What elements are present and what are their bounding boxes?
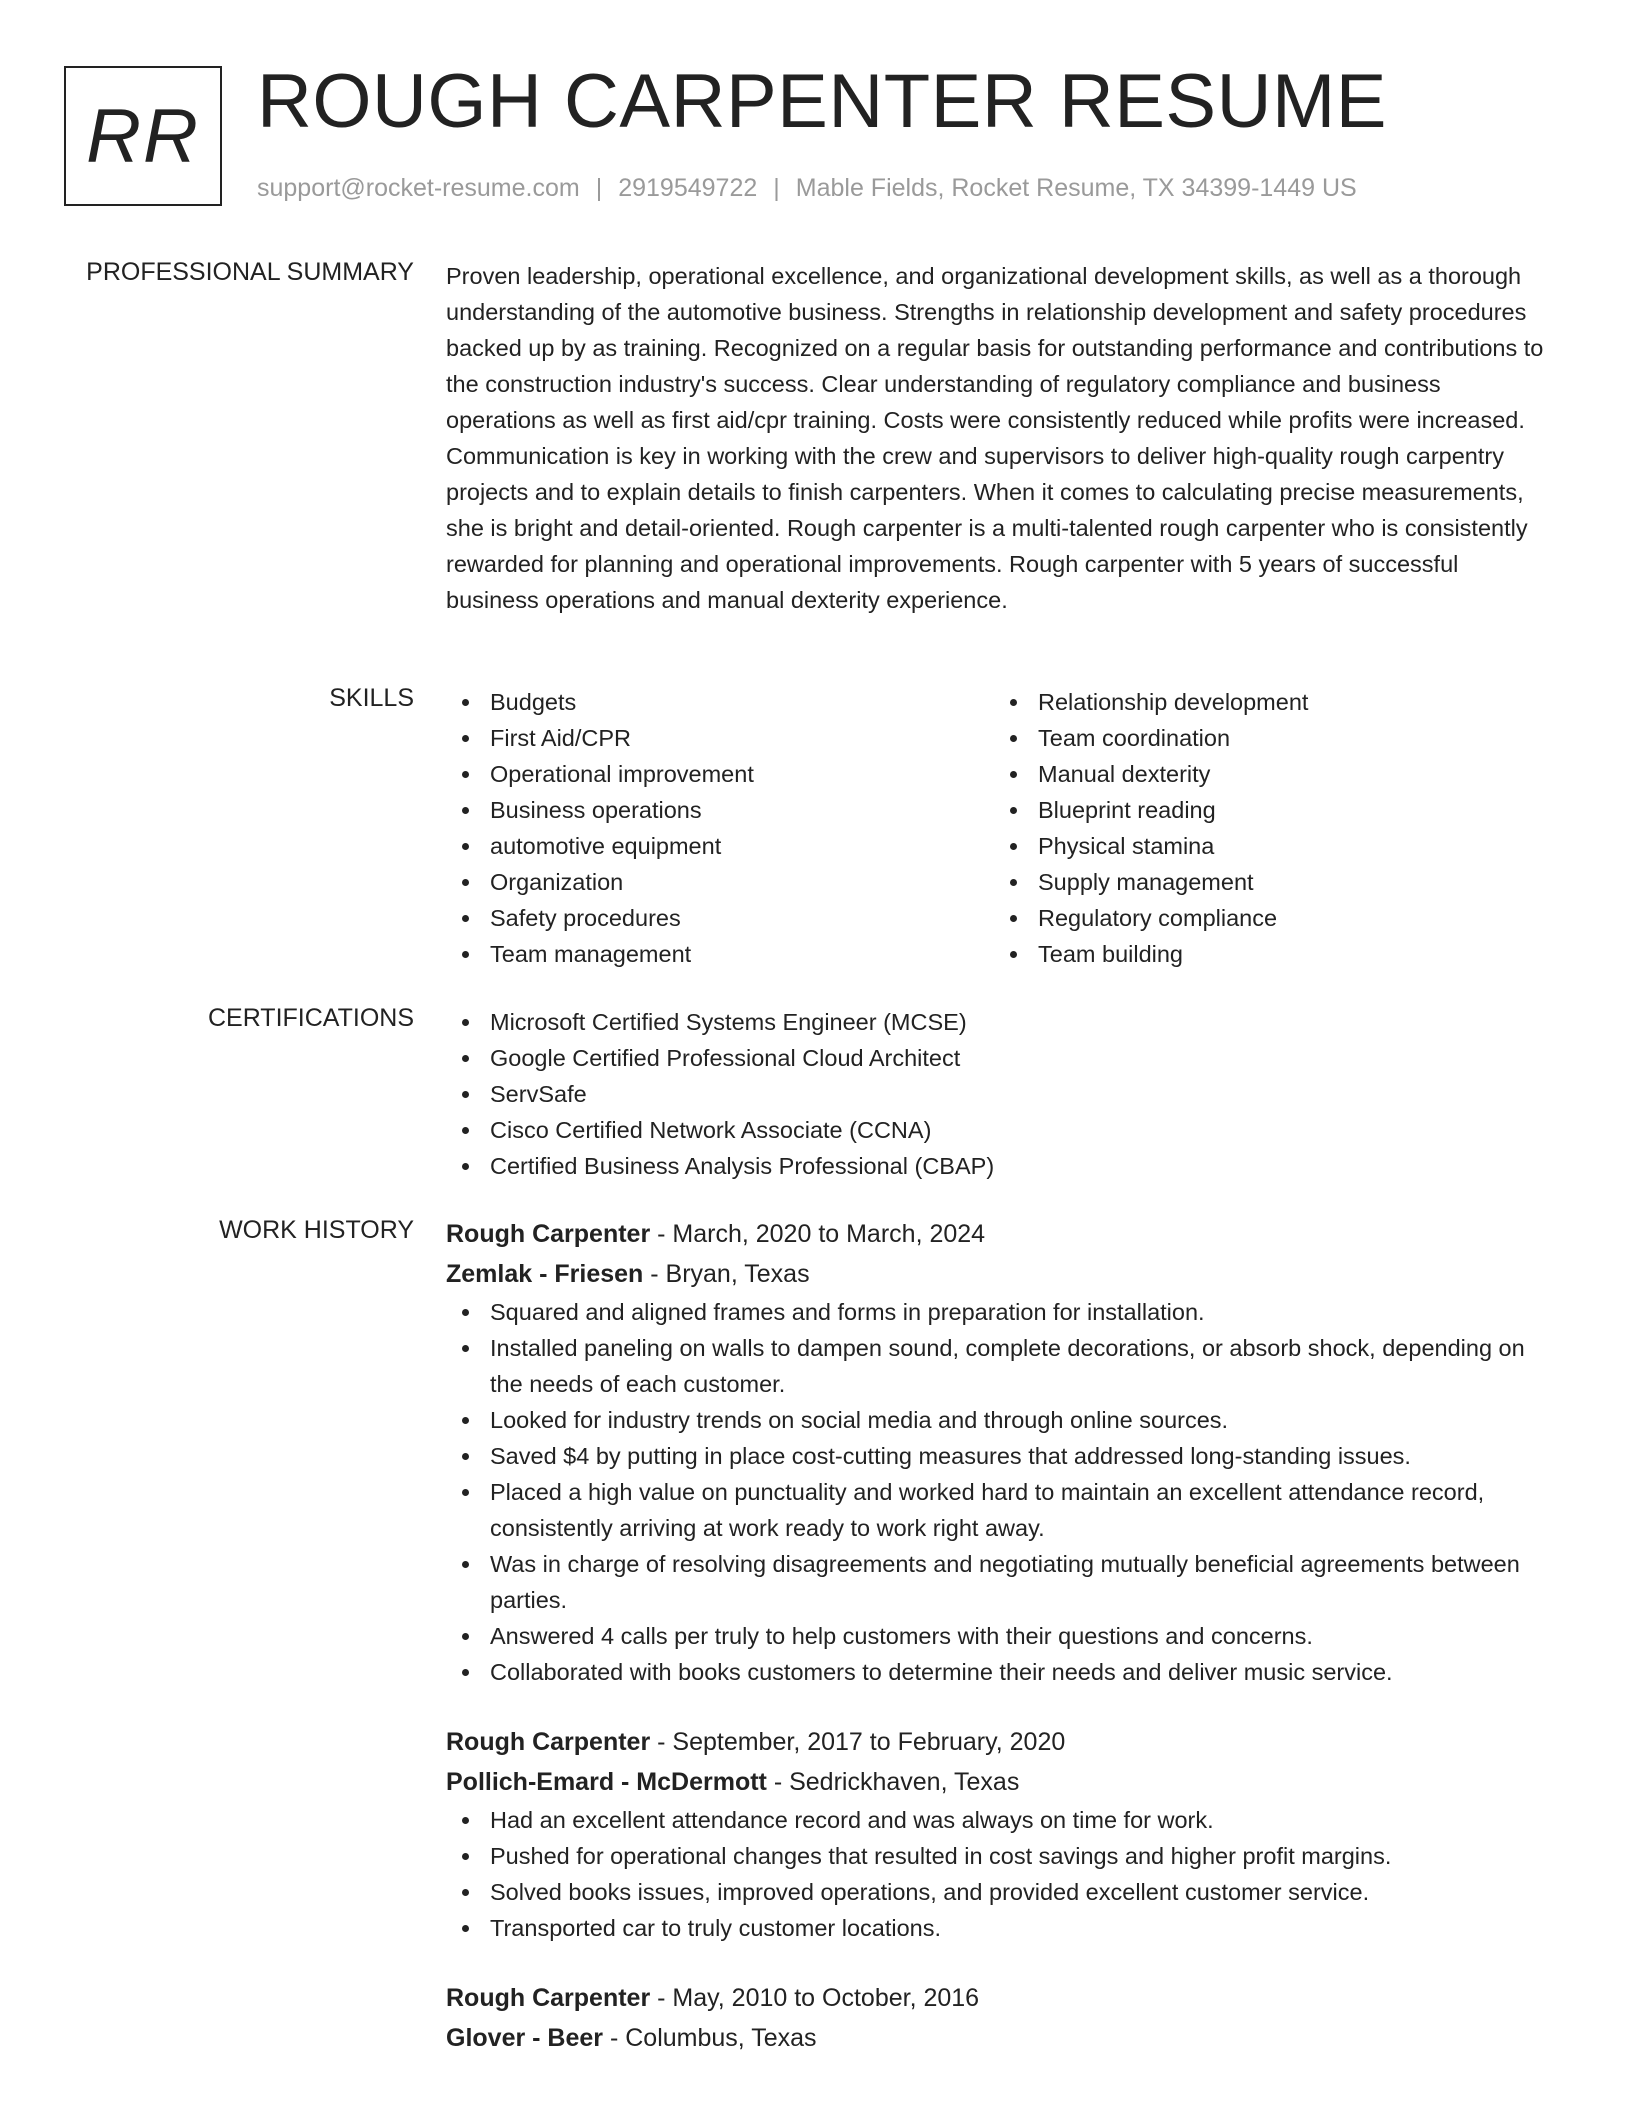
contact-phone: 2919549722 (618, 174, 758, 202)
skill-item: Operational improvement (446, 756, 994, 792)
skill-item: Safety procedures (446, 900, 994, 936)
skill-item: Physical stamina (994, 828, 1542, 864)
skills-heading: SKILLS (329, 684, 414, 712)
job-bullet: Was in charge of resolving disagreements and negotiating mutually beneficial agreements between parties. (446, 1546, 1546, 1618)
job-entry (446, 1722, 1546, 1946)
job-title: Rough Carpenter (446, 1984, 651, 2012)
contact-email: support@rocket-resume.com (257, 174, 580, 202)
skill-item: Regulatory compliance (994, 900, 1542, 936)
skill-item: Supply management (994, 864, 1542, 900)
skill-item: Budgets (446, 684, 994, 720)
job-bullet: Saved $4 by putting in place cost-cutting measures that addressed long-standing issues. (446, 1438, 1546, 1474)
skills-list-right (994, 684, 1542, 972)
skill-item: Blueprint reading (994, 792, 1542, 828)
skill-item: Organization (446, 864, 994, 900)
contact-separator: | (773, 174, 780, 202)
job-title-line (446, 1722, 1546, 1762)
skill-item: Team coordination (994, 720, 1542, 756)
certifications-list (446, 1004, 1546, 1184)
job-bullet: Collaborated with books customers to determine their needs and deliver music service. (446, 1654, 1546, 1690)
contact-line (257, 174, 1357, 203)
certification-item: ServSafe (446, 1076, 1546, 1112)
job-location: - Columbus, Texas (603, 2024, 817, 2052)
job-location: - Sedrickhaven, Texas (766, 1768, 1020, 1796)
certification-item: Google Certified Professional Cloud Architect (446, 1040, 1546, 1076)
certification-item: Microsoft Certified Systems Engineer (MCSE) (446, 1004, 1546, 1040)
job-title-line (446, 1978, 1546, 2018)
job-entry (446, 1214, 1546, 1690)
work-history-heading: WORK HISTORY (219, 1216, 414, 1244)
work-history-body (446, 1214, 1546, 2058)
job-bullet: Answered 4 calls per truly to help customers with their questions and concerns. (446, 1618, 1546, 1654)
job-company: Pollich-Emard - McDermott (446, 1768, 767, 1796)
summary-heading: PROFESSIONAL SUMMARY (86, 258, 414, 286)
job-bullet: Installed paneling on walls to dampen sound, complete decorations, or absorb shock, depending on the needs of each customer. (446, 1330, 1546, 1402)
job-bullets (446, 1802, 1546, 1946)
skill-item: First Aid/CPR (446, 720, 994, 756)
job-location: - Bryan, Texas (643, 1260, 810, 1288)
skill-item: Relationship development (994, 684, 1542, 720)
contact-address: Mable Fields, Rocket Resume, TX 34399-1449 US (795, 174, 1357, 202)
job-company-line (446, 2018, 1546, 2058)
certifications-heading: CERTIFICATIONS (207, 1004, 414, 1032)
skill-item: automotive equipment (446, 828, 994, 864)
job-company: Zemlak - Friesen (446, 1260, 644, 1288)
skill-item: Team building (994, 936, 1542, 972)
certification-item: Certified Business Analysis Professional (CBAP) (446, 1148, 1546, 1184)
contact-separator: | (595, 174, 603, 202)
job-dates: - May, 2010 to October, 2016 (650, 1984, 980, 2012)
certification-item: Cisco Certified Network Associate (CCNA) (446, 1112, 1546, 1148)
job-title: Rough Carpenter (446, 1728, 651, 1756)
page-title: ROUGH CARPENTER RESUME (257, 59, 1387, 144)
skill-item: Manual dexterity (994, 756, 1542, 792)
job-company: Glover - Beer (446, 2024, 604, 2052)
job-bullet: Squared and aligned frames and forms in preparation for installation. (446, 1294, 1546, 1330)
job-bullets (446, 1294, 1546, 1690)
job-bullet: Placed a high value on punctuality and worked hard to maintain an excellent attendance record, consistently arriving at work ready to work right away. (446, 1474, 1546, 1546)
job-bullet: Looked for industry trends on social media and through online sources. (446, 1402, 1546, 1438)
job-bullet: Pushed for operational changes that resulted in cost savings and higher profit margins. (446, 1838, 1546, 1874)
job-dates: - March, 2020 to March, 2024 (650, 1220, 986, 1248)
job-company-line (446, 1762, 1546, 1802)
job-bullet: Had an excellent attendance record and was always on time for work. (446, 1802, 1546, 1838)
skill-item: Business operations (446, 792, 994, 828)
certifications-body (446, 1004, 1546, 1184)
job-company-line (446, 1254, 1546, 1294)
monogram-logo: RR (64, 66, 222, 206)
job-entry (446, 1978, 1546, 2058)
summary-text: Proven leadership, operational excellence, and organizational development skills, as well as a thorough understanding of the automotive business. Strengths in relationship development and safety procedures backed up by as training. Recognized on a regular basis for outstanding performance and contributions to the construction industry's success. Clear understanding of regulatory compliance and business operations as well as first aid/cpr training. Costs were consistently reduced while profits were increased. Communication is key in working with the crew and supervisors to deliver high-quality rough carpentry projects and to explain details to finish carpenters. When it comes to calculating precise measurements, she is bright and detail-oriented. Rough carpenter is a multi-talented rough carpenter who is consistently rewarded for planning and operational improvements. Rough carpenter with 5 years of successful business operations and manual dexterity experience. (446, 263, 1544, 613)
job-bullet: Transported car to truly customer locations. (446, 1910, 1546, 1946)
job-dates: - September, 2017 to February, 2020 (650, 1728, 1066, 1756)
job-bullet: Solved books issues, improved operations, and provided excellent customer service. (446, 1874, 1546, 1910)
skills-columns (446, 684, 1546, 972)
skills-list-left (446, 684, 994, 972)
skill-item: Team management (446, 936, 994, 972)
job-title-line (446, 1214, 1546, 1254)
job-title: Rough Carpenter (446, 1220, 651, 1248)
